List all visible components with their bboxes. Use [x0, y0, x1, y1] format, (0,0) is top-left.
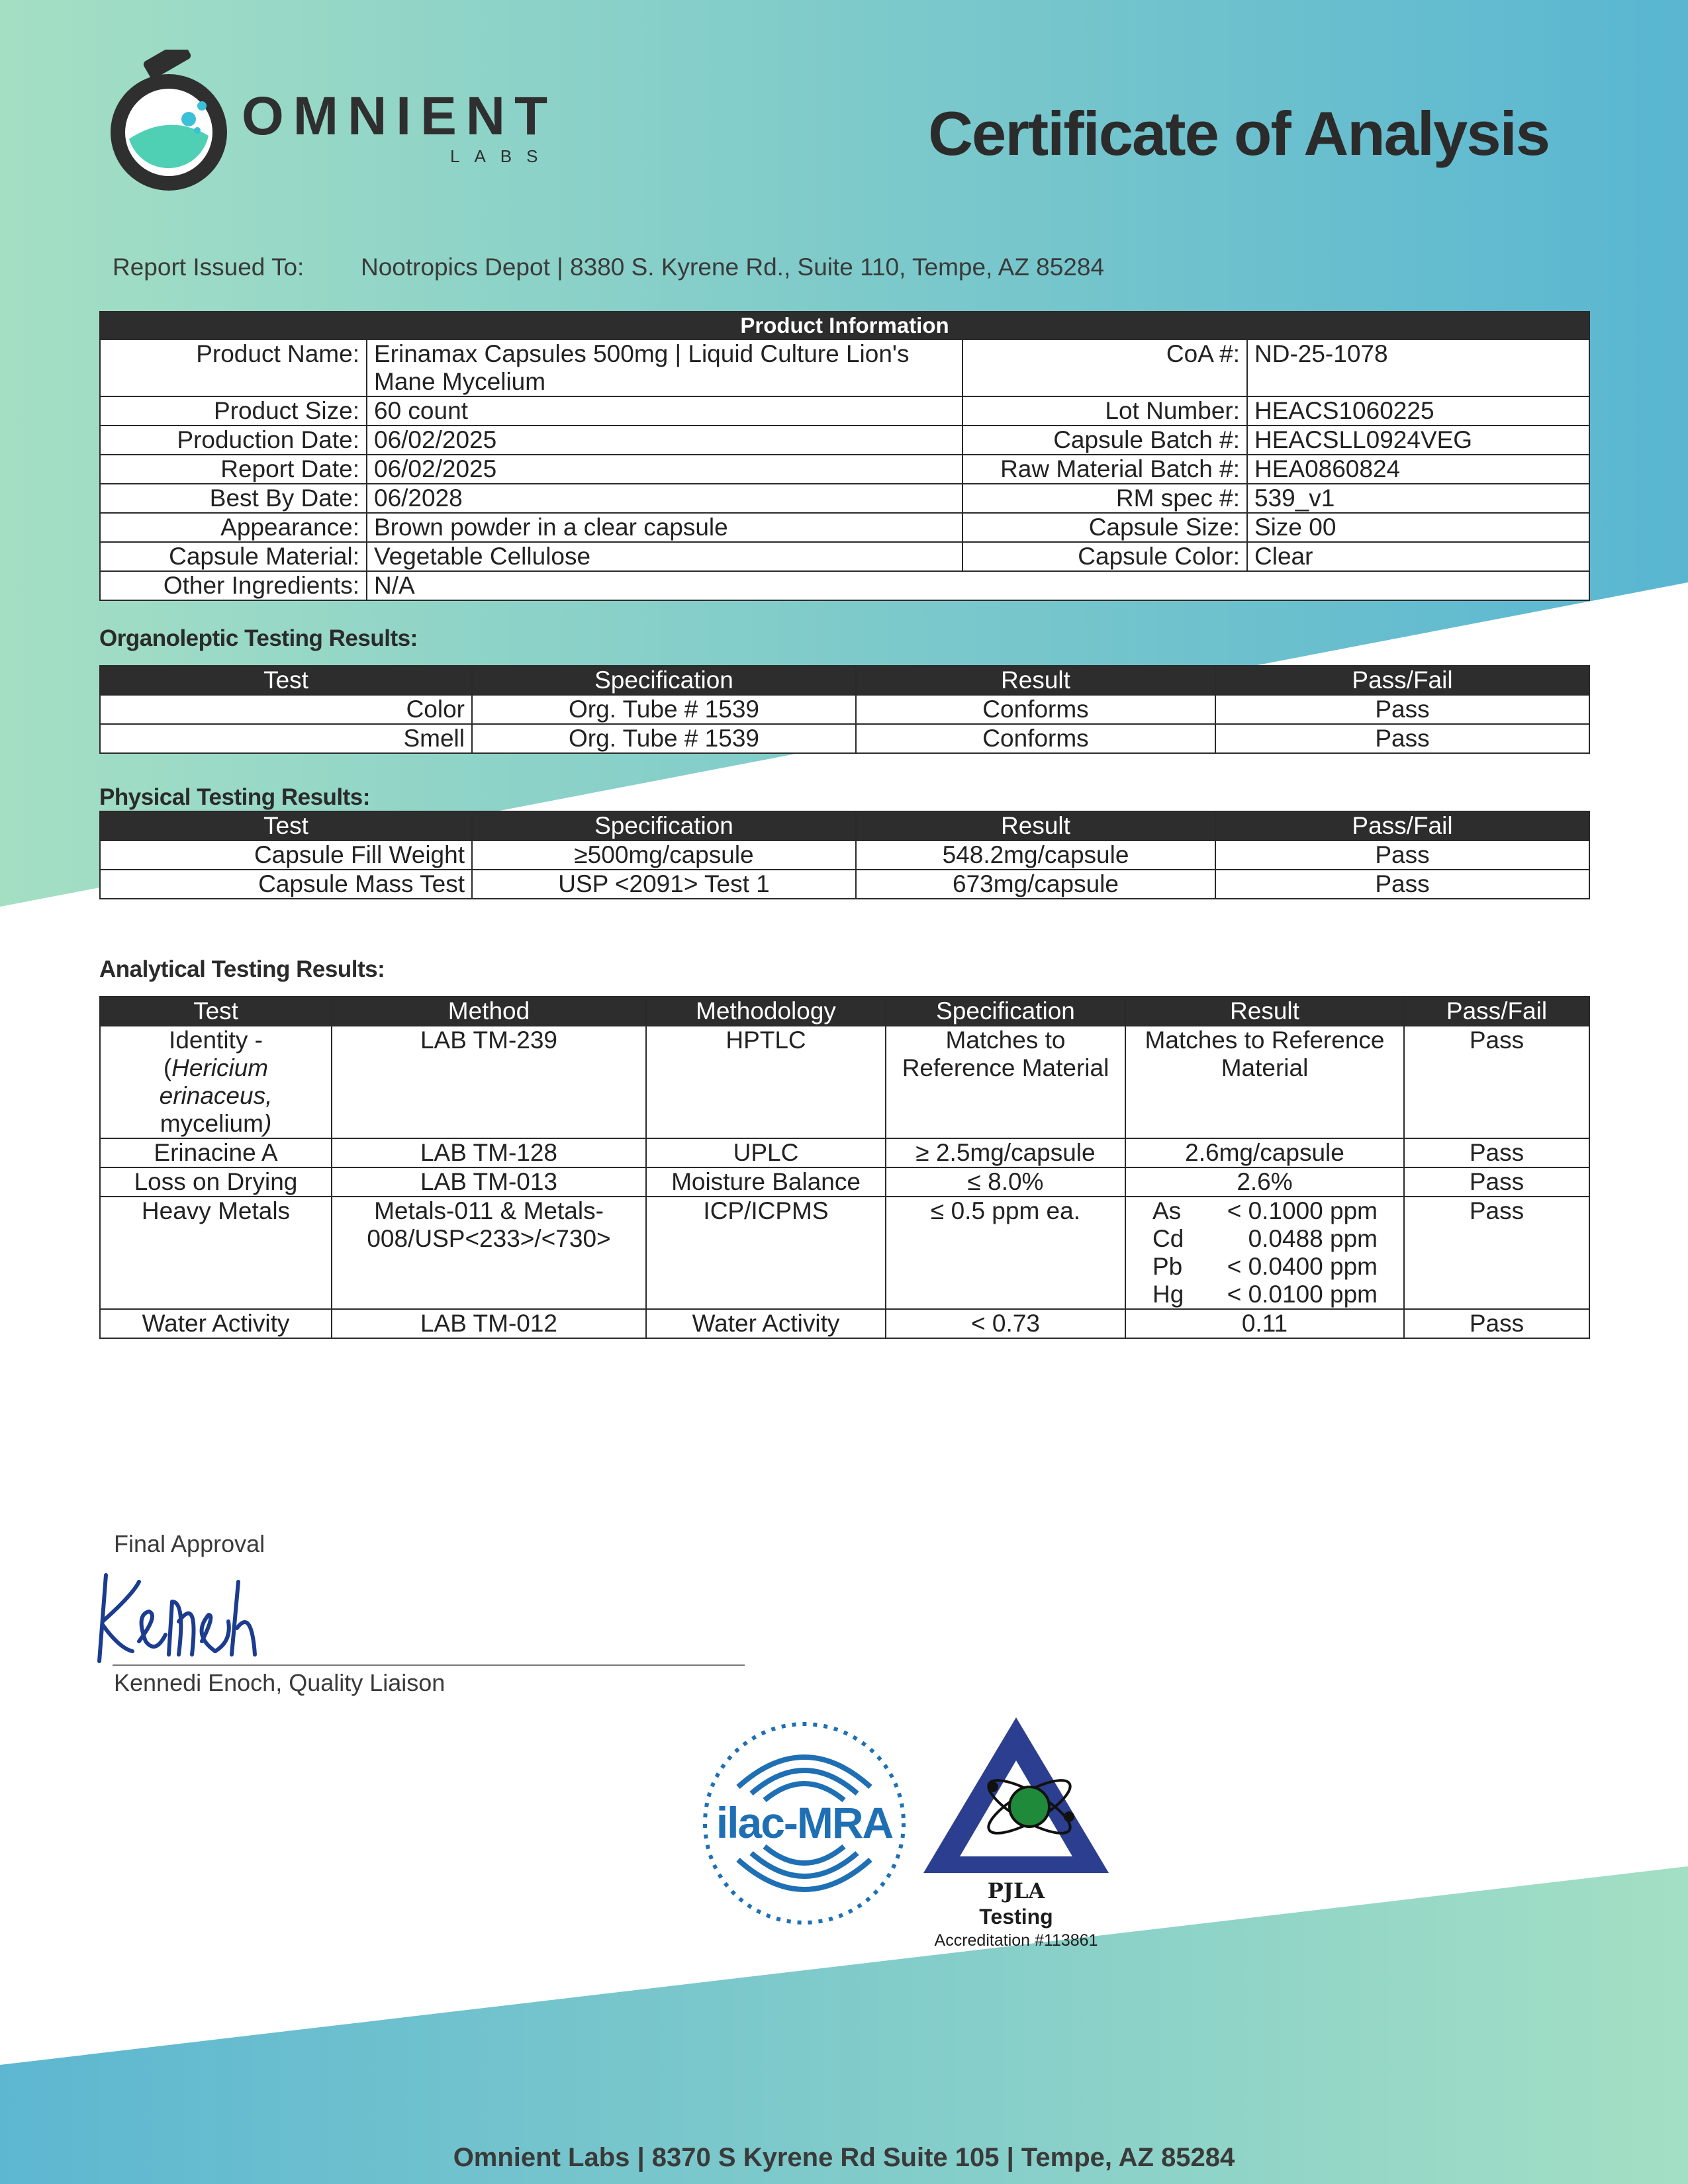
test-cell: Loss on Drying: [100, 1167, 332, 1197]
metal-value: 0.0488 ppm: [1248, 1225, 1378, 1252]
row-left-value: 60 count: [367, 396, 962, 426]
row-left-label: Product Size:: [100, 396, 367, 426]
row-right-label: RM spec #:: [962, 484, 1247, 513]
analytical-title: Analytical Testing Results:: [99, 956, 385, 982]
signer-name: Kennedi Enoch, Quality Liaison: [114, 1669, 445, 1696]
test-cell: Color: [100, 695, 472, 724]
methodology-cell: UPLC: [646, 1138, 886, 1167]
col-header: Result: [856, 811, 1215, 841]
spec-cell: USP <2091> Test 1: [472, 870, 856, 899]
col-header: Pass/Fail: [1215, 666, 1589, 695]
product-name-label: Product Name:: [100, 340, 367, 396]
col-header: Pass/Fail: [1404, 997, 1589, 1026]
spec-cell: ≤ 0.5 ppm ea.: [886, 1197, 1125, 1309]
report-issued-label: Report Issued To:: [113, 253, 305, 281]
row-right-value: HEACSLL0924VEG: [1247, 426, 1589, 455]
product-information-header: Product Information: [100, 312, 1589, 340]
result-cell: 673mg/capsule: [856, 870, 1215, 899]
analytical-table: [99, 996, 1590, 1339]
col-header: Specification: [886, 997, 1125, 1026]
identity-paren-open: (: [163, 1054, 172, 1081]
identity-part: mycelium: [160, 1110, 263, 1137]
row-left-value: 06/2028: [367, 484, 962, 513]
brand-name: OMNIENT: [242, 86, 557, 146]
identity-species: Hericium erinaceus,: [159, 1054, 273, 1109]
pass-cell: Pass: [1404, 1026, 1589, 1138]
identity-prefix: Identity -: [169, 1026, 263, 1054]
brand-sub: LABS: [450, 146, 553, 166]
pass-cell: Pass: [1404, 1138, 1589, 1167]
document-title: Certificate of Analysis: [928, 99, 1549, 168]
spec-cell: ≥ 2.5mg/capsule: [886, 1138, 1125, 1167]
result-cell: 0.11: [1125, 1309, 1404, 1338]
pjla-type: Testing: [979, 1905, 1053, 1929]
col-header: Methodology: [646, 997, 886, 1026]
row-left-label: Appearance:: [100, 513, 367, 542]
col-header: Specification: [472, 811, 856, 841]
spec-cell: Org. Tube # 1539: [472, 724, 856, 753]
test-cell: Capsule Mass Test: [100, 870, 472, 899]
col-header: Result: [856, 666, 1215, 695]
result-cell: Matches to Reference Material: [1125, 1026, 1404, 1138]
row-right-value: Size 00: [1247, 513, 1589, 542]
test-cell: Erinacine A: [100, 1138, 332, 1167]
metal-symbol: As: [1152, 1197, 1182, 1224]
identity-test-cell: [100, 1026, 332, 1138]
table-row: [100, 1197, 1589, 1309]
pass-cell: Pass: [1404, 1309, 1589, 1338]
row-left-value: Brown powder in a clear capsule: [367, 513, 962, 542]
metal-symbol: Cd: [1152, 1225, 1184, 1252]
spec-cell: Org. Tube # 1539: [472, 695, 856, 724]
row-left-label: Best By Date:: [100, 484, 367, 513]
spec-cell: Matches to Reference Material: [886, 1026, 1125, 1138]
test-cell: Heavy Metals: [100, 1197, 332, 1309]
row-left-label: Production Date:: [100, 426, 367, 455]
table-row: [100, 1309, 1589, 1338]
method-cell: LAB TM-013: [332, 1167, 646, 1197]
table-row: [100, 1026, 1589, 1138]
row-left-label: Capsule Material:: [100, 542, 367, 571]
coa-value: ND-25-1078: [1247, 340, 1589, 396]
method-cell: LAB TM-239: [332, 1026, 646, 1138]
metal-value: < 0.0400 ppm: [1227, 1253, 1378, 1280]
method-cell: Metals-011 & Metals-008/USP<233>/<730>: [332, 1197, 646, 1309]
row-right-value: HEA0860824: [1247, 455, 1589, 484]
test-cell: Smell: [100, 724, 472, 753]
result-cell: Conforms: [856, 724, 1215, 753]
col-header: Test: [100, 997, 332, 1026]
physical-table: [99, 811, 1590, 899]
col-header: Test: [100, 811, 472, 841]
pass-cell: Pass: [1404, 1167, 1589, 1197]
col-header: Result: [1125, 997, 1404, 1026]
row-right-label: Capsule Batch #:: [962, 426, 1247, 455]
signature-line: [113, 1664, 745, 1666]
method-cell: LAB TM-128: [332, 1138, 646, 1167]
other-ingredients-value: N/A: [367, 571, 1589, 600]
result-cell: 2.6%: [1125, 1167, 1404, 1197]
table-row: [100, 1138, 1589, 1167]
metal-value: < 0.1000 ppm: [1227, 1197, 1378, 1224]
result-cell: Conforms: [856, 695, 1215, 724]
row-right-label: Capsule Color:: [962, 542, 1247, 571]
methodology-cell: Water Activity: [646, 1309, 886, 1338]
col-header: Pass/Fail: [1215, 811, 1589, 841]
pjla-name: PJLA: [987, 1878, 1045, 1903]
row-left-label: Report Date:: [100, 455, 367, 484]
metal-result: [1152, 1253, 1397, 1281]
coa-label: CoA #:: [962, 340, 1247, 396]
table-row: [100, 1167, 1589, 1197]
pass-cell: Pass: [1215, 695, 1589, 724]
methodology-cell: HPTLC: [646, 1026, 886, 1138]
metal-result: [1152, 1225, 1397, 1253]
pass-cell: Pass: [1404, 1197, 1589, 1309]
final-approval-label: Final Approval: [114, 1530, 265, 1557]
methodology-cell: ICP/ICPMS: [646, 1197, 886, 1309]
metal-result: [1152, 1281, 1397, 1308]
pjla-accreditation-number: Accreditation #113861: [934, 1931, 1098, 1950]
spec-cell: ≤ 8.0%: [886, 1167, 1125, 1197]
other-ingredients-label: Other Ingredients:: [100, 571, 367, 600]
organoleptic-table: [99, 665, 1590, 754]
test-cell: Water Activity: [100, 1309, 332, 1338]
result-cell: 2.6mg/capsule: [1125, 1138, 1404, 1167]
pjla-triangle-logo: [917, 1714, 1115, 1893]
row-left-value: 06/02/2025: [367, 426, 962, 455]
signature: [93, 1562, 305, 1674]
table-row: [100, 841, 1589, 870]
row-left-value: 06/02/2025: [367, 455, 962, 484]
row-right-label: Raw Material Batch #:: [962, 455, 1247, 484]
pass-cell: Pass: [1215, 870, 1589, 899]
row-left-value: Vegetable Cellulose: [367, 542, 962, 571]
identity-paren-close: ): [263, 1110, 272, 1137]
methodology-cell: Moisture Balance: [646, 1167, 886, 1197]
physical-title: Physical Testing Results:: [99, 784, 370, 810]
ilac-mra-seal: [698, 1714, 910, 1933]
row-right-label: Capsule Size:: [962, 513, 1247, 542]
pass-cell: Pass: [1215, 841, 1589, 870]
omnient-logo: [106, 50, 609, 202]
method-cell: LAB TM-012: [332, 1309, 646, 1338]
product-information-table: [99, 311, 1590, 601]
heavy-metals-results: [1125, 1197, 1404, 1309]
ilac-text: ilac-MRA: [716, 1798, 893, 1847]
result-cell: 548.2mg/capsule: [856, 841, 1215, 870]
pass-cell: Pass: [1215, 724, 1589, 753]
footer-address: Omnient Labs | 8370 S Kyrene Rd Suite 105 | Tempe, AZ 85284: [453, 2143, 1235, 2172]
spec-cell: ≥500mg/capsule: [472, 841, 856, 870]
metal-symbol: Hg: [1152, 1281, 1184, 1308]
table-row: [100, 724, 1589, 753]
col-header: Test: [100, 666, 472, 695]
organoleptic-title: Organoleptic Testing Results:: [99, 625, 418, 651]
table-row: [100, 870, 1589, 899]
spec-cell: < 0.73: [886, 1309, 1125, 1338]
metal-result: [1152, 1197, 1397, 1225]
row-right-value: 539_v1: [1247, 484, 1589, 513]
row-right-value: Clear: [1247, 542, 1589, 571]
col-header: Method: [332, 997, 646, 1026]
col-header: Specification: [472, 666, 856, 695]
row-right-value: HEACS1060225: [1247, 396, 1589, 426]
report-issued-value: Nootropics Depot | 8380 S. Kyrene Rd., Suite 110, Tempe, AZ 85284: [361, 253, 1105, 281]
row-right-label: Lot Number:: [962, 396, 1247, 426]
metal-symbol: Pb: [1152, 1253, 1183, 1280]
table-row: [100, 695, 1589, 724]
product-name-value: Erinamax Capsules 500mg | Liquid Culture Lion's Mane Mycelium: [367, 340, 962, 396]
metal-value: < 0.0100 ppm: [1227, 1281, 1378, 1308]
test-cell: Capsule Fill Weight: [100, 841, 472, 870]
